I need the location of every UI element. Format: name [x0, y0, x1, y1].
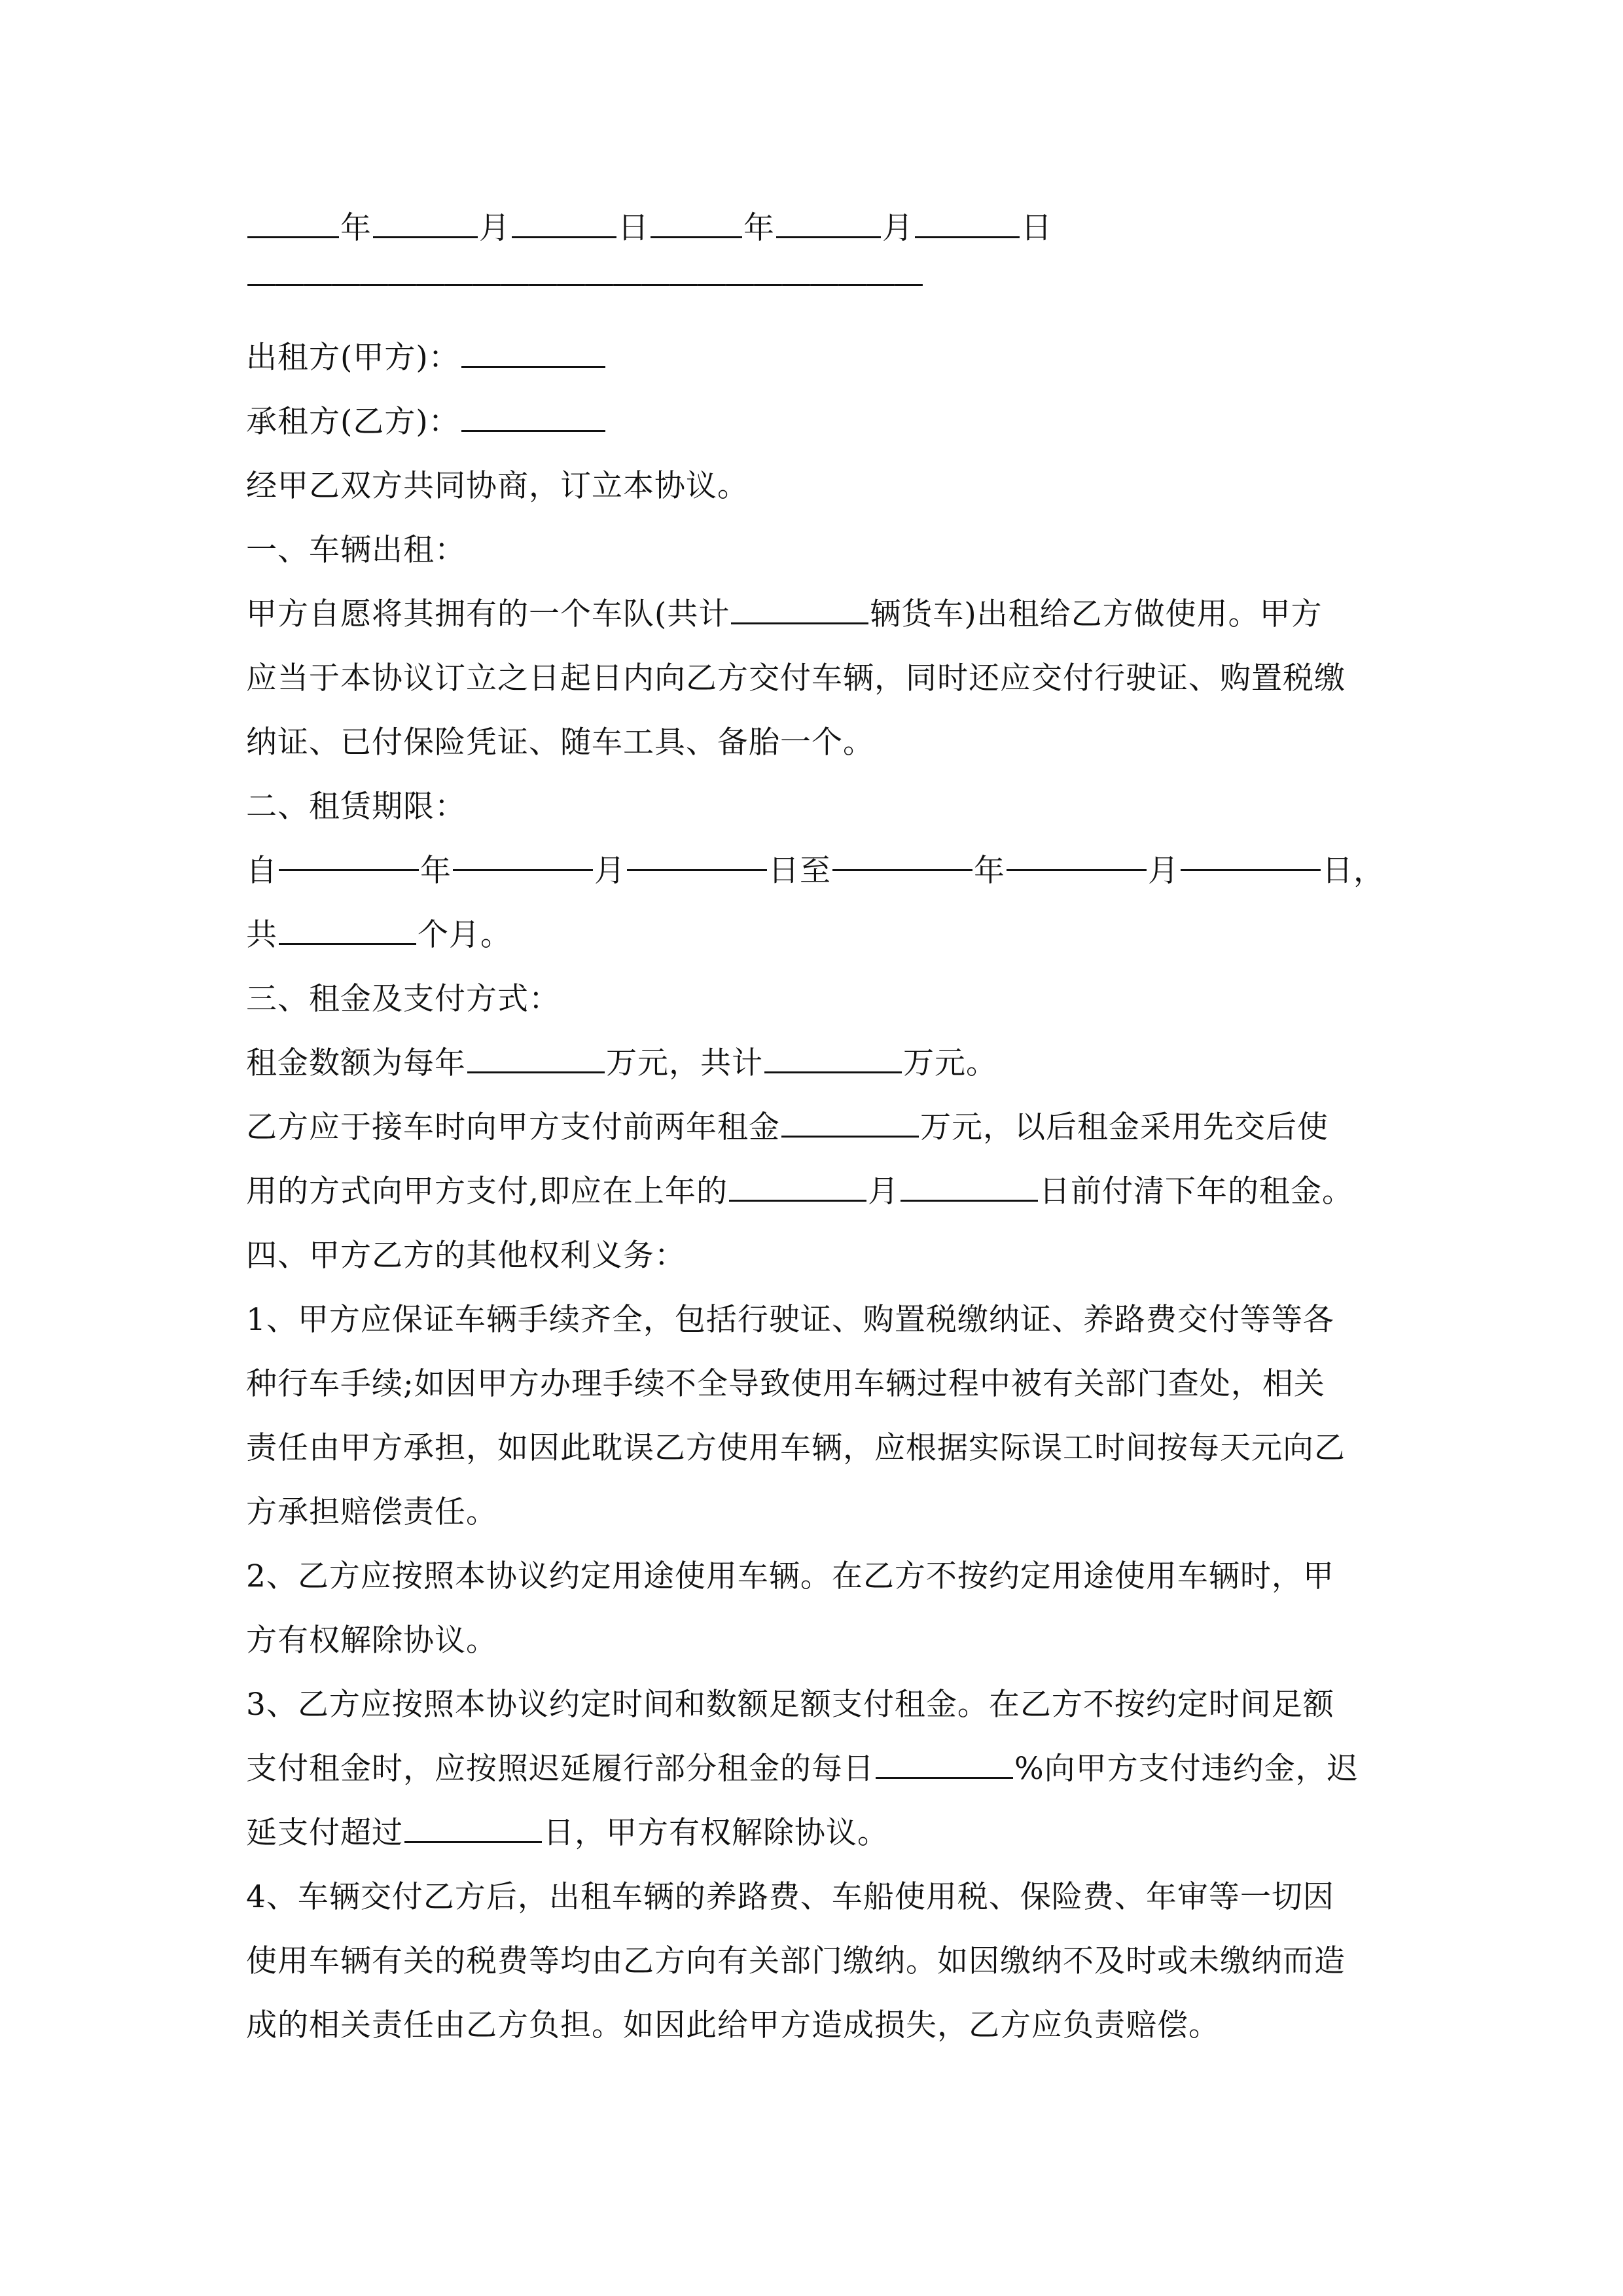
lessor-line — [246, 326, 1385, 390]
text-segment: 万元，以后租金采用先交后使 — [920, 1109, 1329, 1145]
text-segment: 年 — [420, 853, 452, 889]
lessee-line — [246, 390, 1385, 454]
section4-item3-line3 — [246, 1801, 1385, 1865]
blank-field — [729, 1170, 866, 1202]
section4-item3-line1: 3、乙方应按照本协议约定时间和数额足额支付租金。在乙方不按约定时间足额 — [246, 1687, 1334, 1723]
date-year-label: 年 — [743, 210, 775, 246]
section4-item1-line3: 责任由甲方承担，如因此耽误乙方使用车辆，应根据实际误工时间按每天元向乙 — [246, 1430, 1346, 1466]
text-segment: %向甲方支付违约金，迟 — [1014, 1751, 1359, 1787]
section4-item2-line2: 方有权解除协议。 — [246, 1623, 497, 1659]
section3-amount-line — [246, 1031, 1385, 1096]
text-segment: 日前付清下年的租金。 — [1039, 1174, 1353, 1210]
blank-field — [651, 206, 742, 238]
section4-item1-line1: 1、甲方应保证车辆手续齐全，包括行驶证、购置税缴纳证、养路费交付等等各 — [246, 1302, 1334, 1338]
blank-field — [453, 839, 593, 871]
section4-item4-line1: 4、车辆交付乙方后，出租车辆的养路费、车船使用税、保险费、年审等一切因 — [246, 1879, 1334, 1915]
date-day-label: 日 — [1021, 210, 1052, 246]
section4-item1-line4: 方承担赔偿责任。 — [246, 1494, 497, 1530]
blank-field — [512, 206, 616, 238]
text-segment: 万元，共计 — [606, 1045, 763, 1081]
blank-field — [627, 839, 767, 871]
text-segment: 日至 — [768, 853, 831, 889]
blank-field — [373, 206, 478, 238]
spacer — [246, 313, 1385, 326]
blank-field — [1007, 839, 1147, 871]
text-segment: 租金数额为每年 — [246, 1045, 466, 1081]
text-segment: 延支付超过 — [246, 1815, 403, 1851]
section3-pay-line2 — [246, 1160, 1385, 1224]
section1-line1 — [246, 583, 1385, 647]
date-month-label: 月 — [882, 210, 914, 246]
text-segment: 年 — [974, 853, 1005, 889]
blank-field — [279, 913, 416, 945]
date-line — [246, 196, 1385, 260]
section2-period-line — [246, 839, 1385, 903]
text-segment: 日，甲方有权解除协议。 — [543, 1815, 889, 1851]
text-segment: 万元。 — [903, 1045, 997, 1081]
blank-field — [764, 1041, 902, 1073]
text-segment: 月 — [867, 1174, 899, 1210]
date-month-label: 月 — [479, 210, 510, 246]
lessor-label: 出租方(甲方)： — [246, 340, 460, 376]
blank-field — [1181, 839, 1321, 871]
blank-field — [279, 839, 419, 871]
blank-field — [247, 206, 339, 238]
text-segment: 个月。 — [418, 917, 512, 953]
section3-heading: 三、租金及支付方式： — [246, 981, 560, 1017]
text-segment — [246, 1096, 1329, 1160]
text-segment: 用的方式向甲方支付,即应在上年的 — [246, 1174, 728, 1210]
section1-line3: 纳证、已付保险凭证、随车工具、备胎一个。 — [246, 725, 874, 761]
lessee-blank — [461, 400, 605, 432]
text-segment: 月 — [1148, 853, 1179, 889]
blank-field — [776, 206, 881, 238]
text-segment: 月 — [594, 853, 626, 889]
section1-heading: 一、车辆出租： — [246, 532, 466, 568]
section4-item1-line2: 种行车手续;如因甲方办理手续不全导致使用车辆过程中被有关部门查处，相关 — [246, 1366, 1325, 1402]
section4-heading: 四、甲方乙方的其他权利义务： — [246, 1238, 686, 1274]
blank-field — [832, 839, 972, 871]
date-day-label: 日 — [618, 210, 649, 246]
text-segment: 辆货车)出租给乙方做使用。甲方 — [870, 596, 1323, 632]
dash-rule: ———————————————————————— — [246, 265, 921, 301]
lessee-label: 承租方(乙方)： — [246, 404, 460, 440]
blank-field — [901, 1170, 1038, 1202]
section4-item2-line1: 2、乙方应按照本协议约定用途使用车辆。在乙方不按约定用途使用车辆时，甲 — [246, 1558, 1334, 1594]
text-segment: 日， — [1322, 853, 1385, 889]
text-segment: 自 — [246, 853, 277, 889]
text-segment: 乙方应于接车时向甲方支付前两年租金 — [246, 1109, 780, 1145]
date-year-label: 年 — [340, 210, 372, 246]
section2-total-line — [246, 903, 1385, 967]
blank-field — [876, 1747, 1013, 1779]
text-segment — [246, 583, 1323, 647]
section1-line2: 应当于本协议订立之日起日内向乙方交付车辆，同时还应交付行驶证、购置税缴 — [246, 660, 1346, 696]
blank-field — [915, 206, 1020, 238]
blank-field — [731, 592, 868, 624]
section4-item3-line2 — [246, 1737, 1385, 1801]
lessor-blank — [461, 336, 605, 368]
intro-paragraph: 经甲乙双方共同协商，订立本协议。 — [246, 468, 749, 504]
document-body — [246, 196, 1385, 2058]
blank-field — [404, 1811, 542, 1843]
blank-field — [467, 1041, 605, 1073]
text-segment: 支付租金时，应按照迟延履行部分租金的每日 — [246, 1751, 874, 1787]
section3-pay-line1 — [246, 1096, 1385, 1160]
section4-item4-line3: 成的相关责任由乙方负担。如因此给甲方造成损失，乙方应负责赔偿。 — [246, 2007, 1220, 2043]
text-segment: 共 — [246, 917, 277, 953]
section2-heading: 二、租赁期限： — [246, 789, 466, 825]
text-segment: 甲方自愿将其拥有的一个车队(共计 — [246, 596, 730, 632]
blank-field — [781, 1105, 919, 1138]
section4-item4-line2: 使用车辆有关的税费等均由乙方向有关部门缴纳。如因缴纳不及时或未缴纳而造 — [246, 1943, 1346, 1979]
